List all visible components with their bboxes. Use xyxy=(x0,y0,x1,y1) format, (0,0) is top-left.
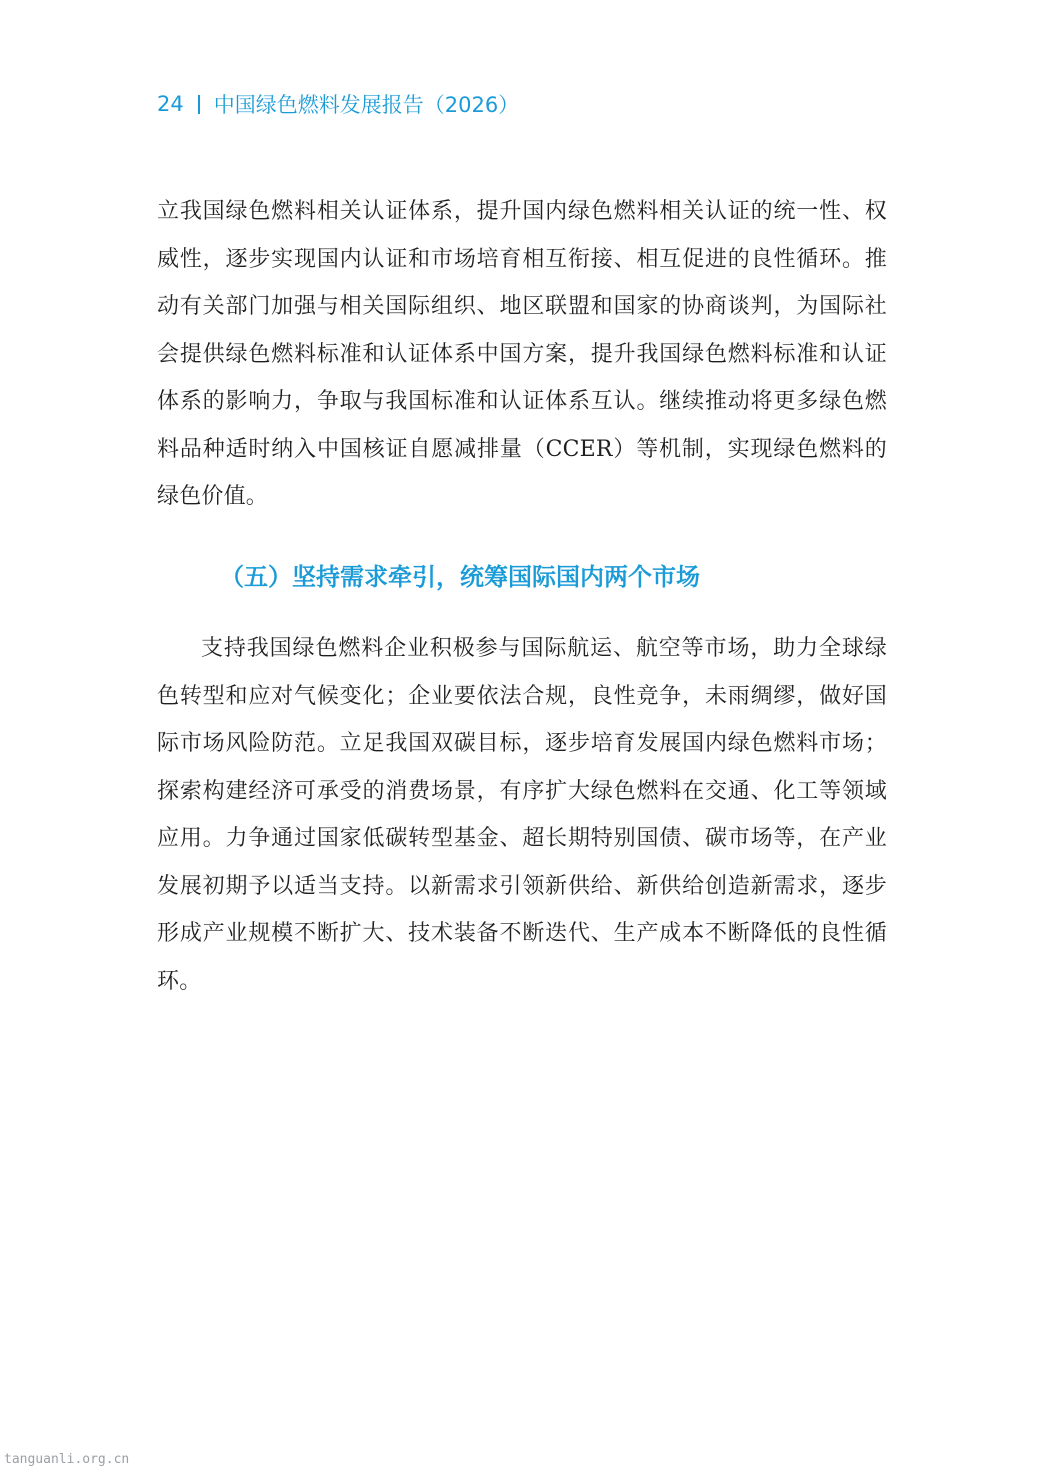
body-paragraph-2: 支持我国绿色燃料企业积极参与国际航运、航空等市场，助力全球绿色转型和应对气候变化；企业要依法合规，良性竞争，未雨绸缪，做好国际市场风险防范。立足我国双碳目标，逐步培育发展国内绿色燃料市场；探索构建经济可承受的消费场景，有序扩大绿色燃料在交通、化工等领域应用。力争通过国家低碳转型基金、超长期特别国债、碳市场等，在产业发展初期予以适当支持。以新需求引领新供给、新供给创造新需求，逐步形成产业规模不断扩大、技术装备不断迭代、生产成本不断降低的良性循环。 xyxy=(157,636,887,994)
header-separator xyxy=(198,95,200,114)
page-number: 24 xyxy=(157,92,184,116)
report-title: 中国绿色燃料发展报告（2026） xyxy=(213,93,520,117)
running-header xyxy=(157,88,519,120)
section-heading: （五）坚持需求牵引，统筹国际国内两个市场 xyxy=(220,563,700,591)
body-paragraph-1: 立我国绿色燃料相关认证体系，提升国内绿色燃料相关认证的统一性、权威性，逐步实现国内认证和市场培育相互衔接、相互促进的良性循环。推动有关部门加强与相关国际组织、地区联盟和国家的协商谈判，为国际社会提供绿色燃料标准和认证体系中国方案，提升我国绿色燃料标准和认证体系的影响力，争取与我国标准和认证体系互认。继续推动将更多绿色燃料品种适时纳入中国核证自愿减排量（CCER）等机制，实现绿色燃料的绿色价值。 xyxy=(157,199,887,509)
source-watermark: tanguanli.org.cn xyxy=(4,1452,130,1467)
